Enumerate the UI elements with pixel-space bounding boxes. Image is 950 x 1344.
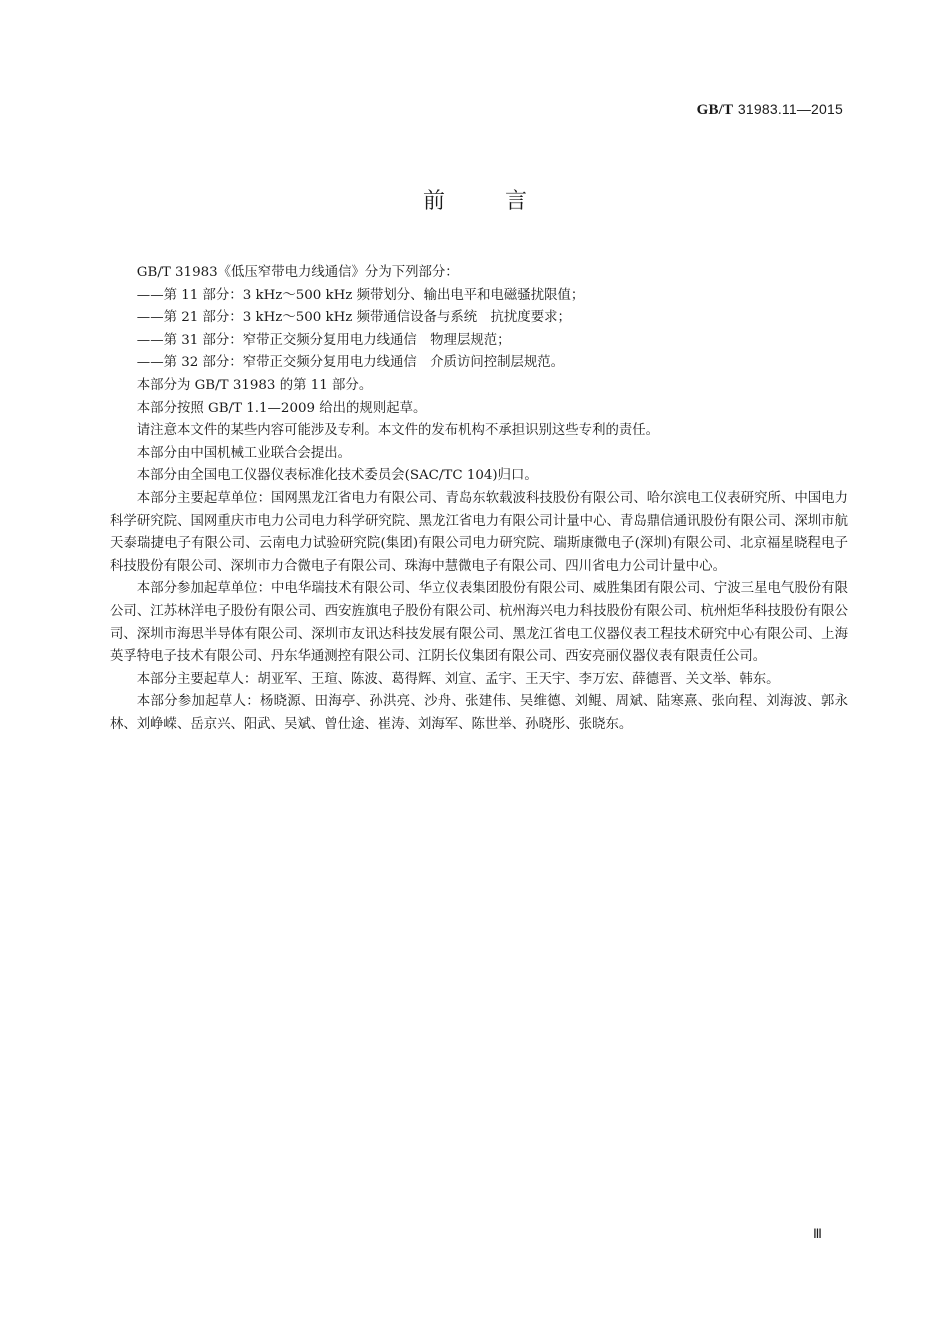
intro-paragraph: GB/T 31983《低压窄带电力线通信》分为下列部分： bbox=[136, 265, 459, 280]
document-body bbox=[110, 262, 848, 736]
part-list-item: ——第 31 部分：窄带正交频分复用电力线通信 物理层规范； bbox=[136, 332, 511, 348]
this-part-paragraph: 本部分为 GB/T 31983 的第 11 部分。 bbox=[136, 377, 373, 393]
standard-code: 31983.11—2015 bbox=[737, 101, 843, 117]
part-list-item: ——第 32 部分：窄带正交频分复用电力线通信 介质访问控制层规范。 bbox=[136, 355, 565, 371]
standard-prefix: GB/T bbox=[696, 102, 734, 118]
part-list-item: ——第 21 部分：3 kHz～500 kHz 频带通信设备与系统 抗扰度要求； bbox=[136, 310, 571, 326]
patent-notice-paragraph: 请注意本文件的某些内容可能涉及专利。本文件的发布机构不承担识别这些专利的责任。 bbox=[136, 423, 660, 439]
part-list-item: ——第 11 部分：3 kHz～500 kHz 频带划分、输出电平和电磁骚扰限值； bbox=[136, 287, 585, 303]
participating-drafters-paragraph: 本部分参加起草人：杨晓源、田海亭、孙洪亮、沙舟、张建伟、吴维德、刘鲲、周斌、陆寒熹、张向程、刘海波、郭永林、刘峥嵘、岳京兴、阳武、吴斌、曾仕途、崔涛、刘海军、陈世举、孙晓彤、张晓东。 bbox=[110, 694, 848, 732]
drafting-rules-paragraph: 本部分按照 GB/T 1.1—2009 给出的规则起草。 bbox=[136, 400, 427, 416]
page-number: Ⅲ bbox=[813, 1226, 822, 1241]
participating-units-paragraph: 本部分参加起草单位：中电华瑞技术有限公司、华立仪表集团股份有限公司、威胜集团有限公司、宁波三星电气股份有限公司、江苏林洋电子股份有限公司、西安旌旗电子股份有限公司、杭州海兴电力科技股份有限公司、杭州炬华科技股份有限公司、深圳市海思半导体有限公司、深圳市友讯达科技发展有限公司、黑龙江省电工仪器仪表工程技术研究中心有限公司、上海英孚特电子技术有限公司、丹东华通测控有限公司、江阴长仪集团有限公司、西安亮丽仪器仪表有限责任公司。 bbox=[110, 581, 848, 665]
proposed-by-paragraph: 本部分由中国机械工业联合会提出。 bbox=[136, 445, 352, 461]
centralized-by-paragraph: 本部分由全国电工仪器仪表标准化技术委员会(SAC/TC 104)归口。 bbox=[136, 468, 538, 484]
main-drafters-paragraph: 本部分主要起草人：胡亚军、王瑄、陈波、葛得辉、刘宣、孟宇、王天宇、李万宏、薛德晋、关文举、韩东。 bbox=[136, 671, 780, 687]
main-drafting-units-paragraph: 本部分主要起草单位：国网黑龙江省电力有限公司、青岛东软载波科技股份有限公司、哈尔滨电工仪表研究所、中国电力科学研究院、国网重庆市电力公司电力科学研究院、黑龙江省电力有限公司计量中心、青岛鼎信通讯股份有限公司、深圳市航天泰瑞捷电子有限公司、云南电力试验研究院(集团)有限公司电力研究院、瑞斯康微电子(深圳)有限公司、北京福星晓程电子科技股份有限公司、深圳市力合微电子有限公司、珠海中慧微电子有限公司、四川省电力公司计量中心。 bbox=[110, 490, 848, 574]
page-title: 前言 bbox=[422, 189, 587, 214]
standard-number-header bbox=[697, 101, 843, 119]
